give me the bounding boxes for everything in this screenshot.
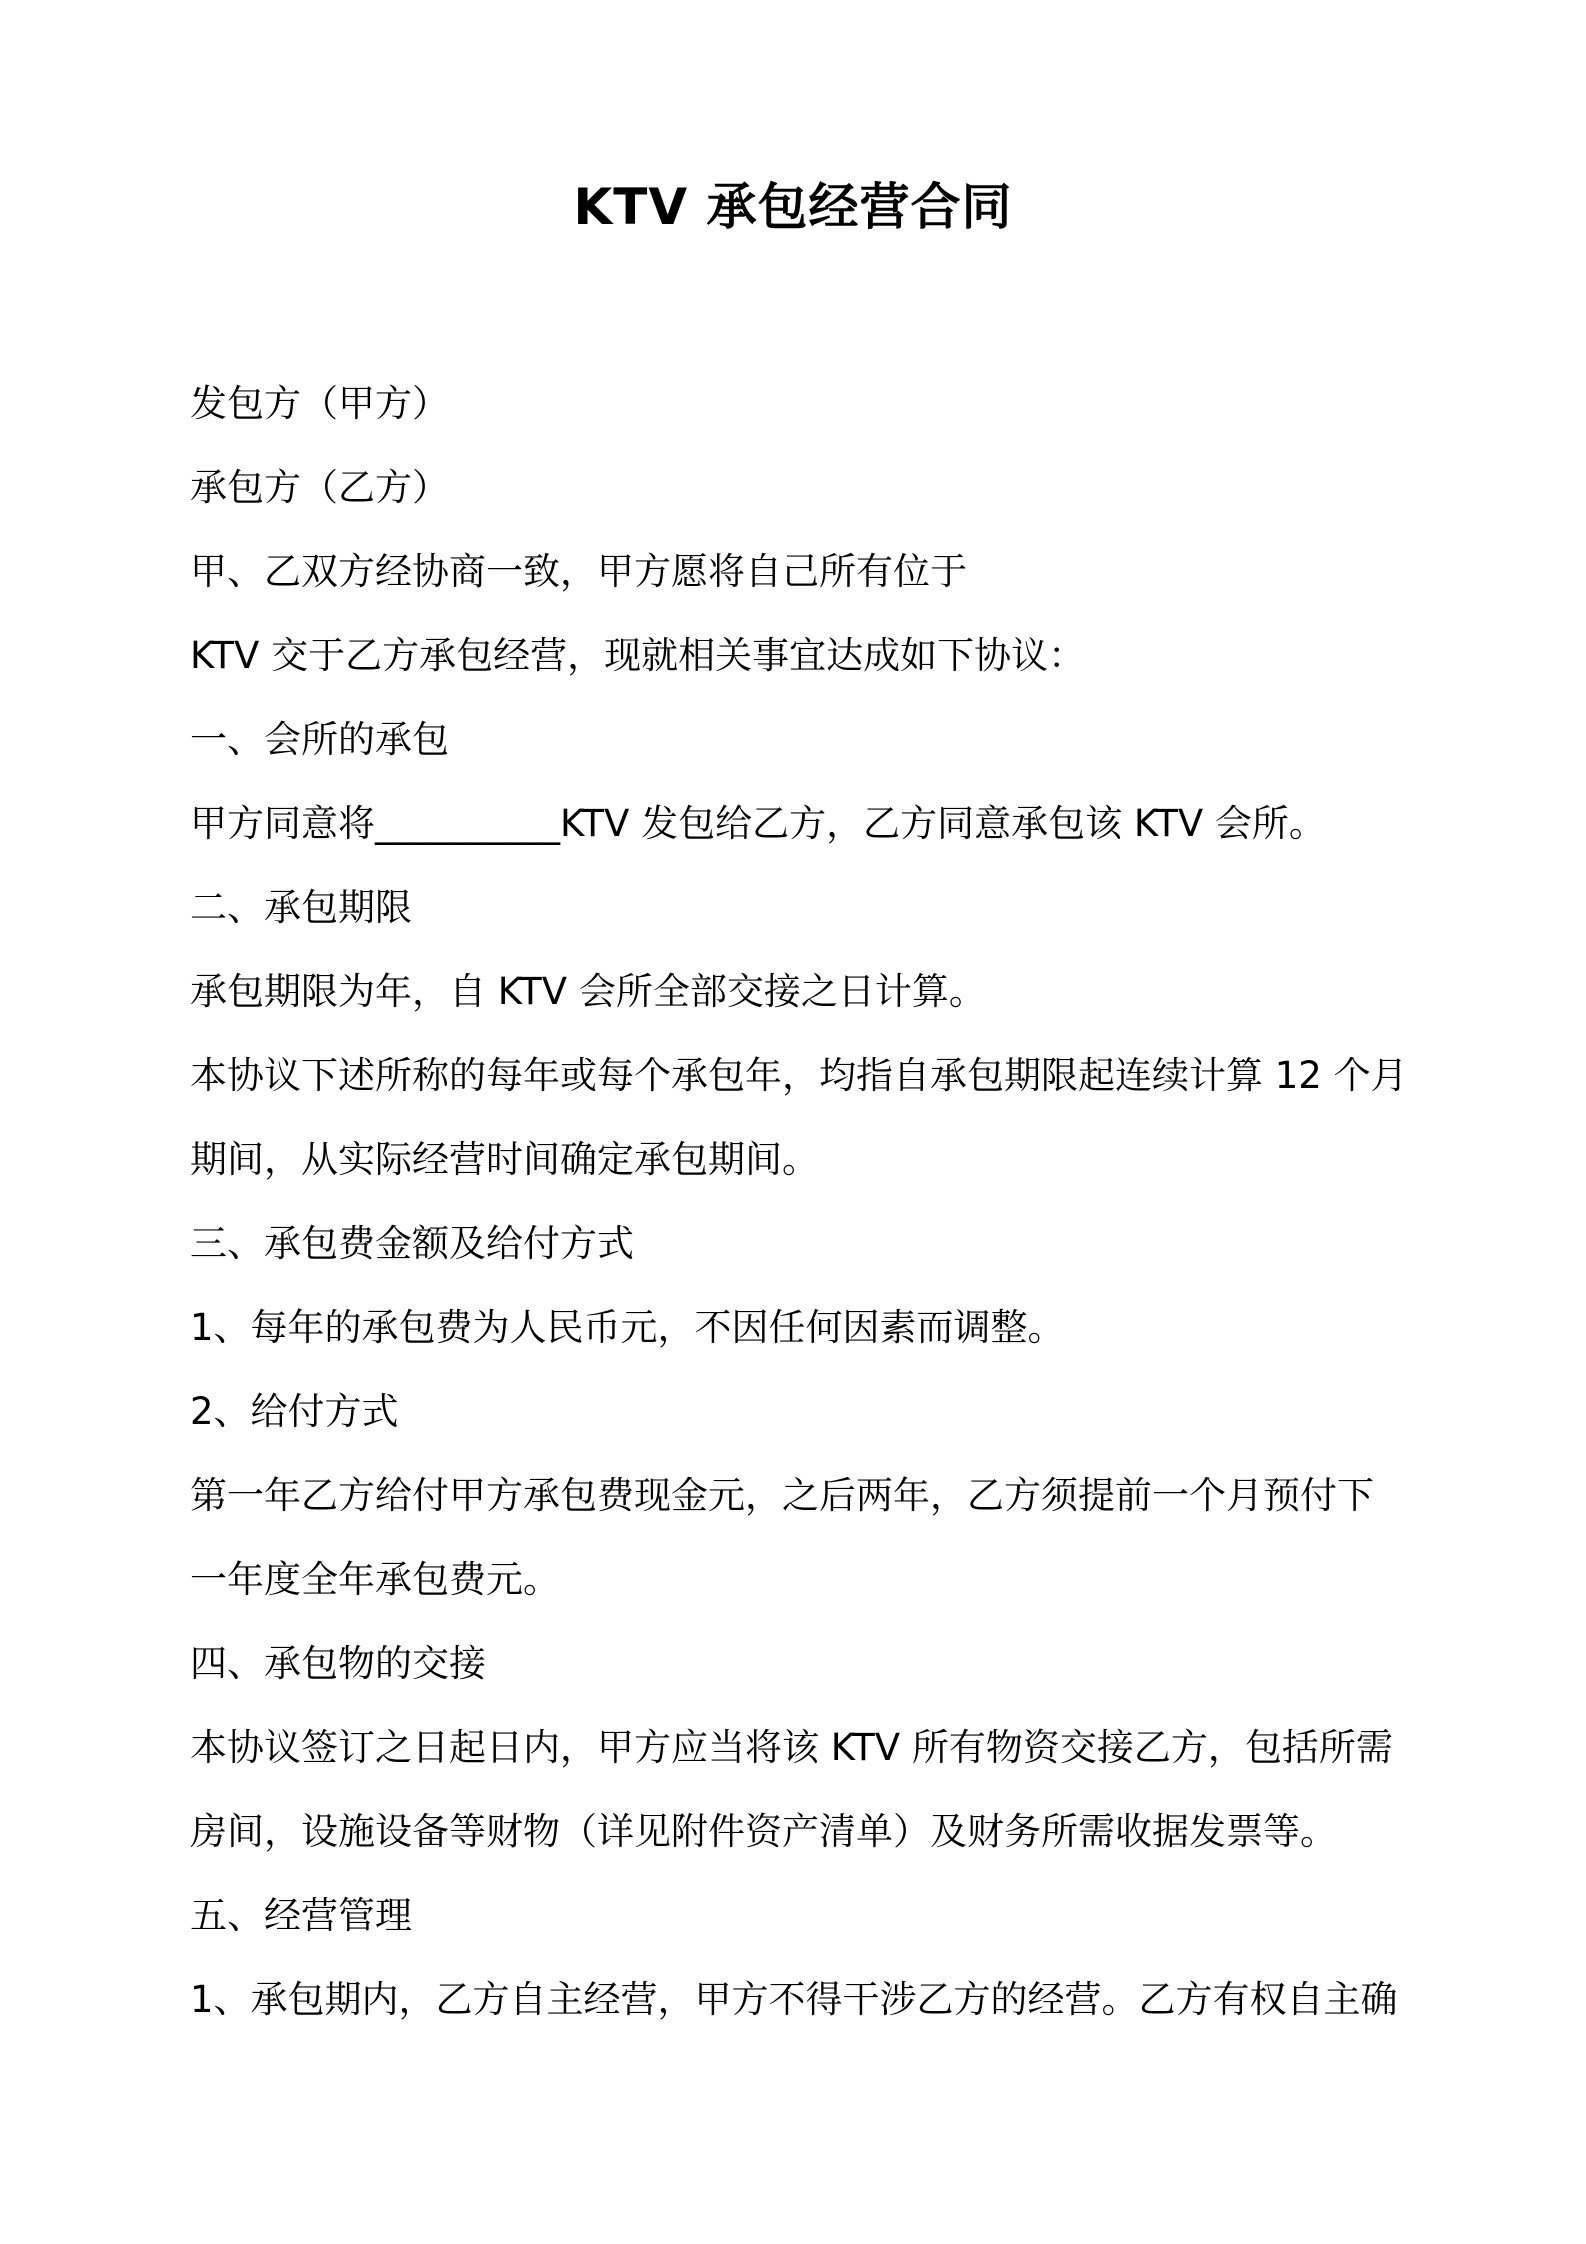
section-heading-2: 二、承包期限: [190, 886, 412, 929]
document-body: [190, 362, 1410, 2042]
section-heading-3: 三、承包费金额及给付方式: [190, 1222, 634, 1265]
paragraph-line: 甲方同意将__________KTV 发包给乙方，乙方同意承包该 KTV 会所。: [190, 802, 1326, 845]
paragraph-line: 本协议签订之日起日内，甲方应当将该 KTV 所有物资交接乙方，包括所需: [190, 1726, 1393, 1769]
document-title: KTV 承包经营合同: [573, 178, 1013, 236]
paragraph-line: 房间，设施设备等财物（详见附件资产清单）及财务所需收据发票等。: [190, 1810, 1337, 1853]
party-a-line: 发包方（甲方）: [190, 382, 449, 425]
paragraph-line: 一年度全年承包费元。: [190, 1558, 560, 1601]
paragraph-line: 承包期限为年，自 KTV 会所全部交接之日计算。: [190, 970, 986, 1013]
paragraph-line: 本协议下述所称的每年或每个承包年，均指自承包期限起连续计算 12 个月: [190, 1054, 1408, 1097]
party-b-line: 承包方（乙方）: [190, 466, 449, 509]
paragraph-line: 1、承包期内，乙方自主经营，甲方不得干涉乙方的经营。乙方有权自主确: [190, 1978, 1398, 2021]
section-heading-4: 四、承包物的交接: [190, 1642, 486, 1685]
paragraph-line: 2、给付方式: [190, 1390, 399, 1433]
section-heading-5: 五、经营管理: [190, 1894, 412, 1937]
paragraph-line: KTV 交于乙方承包经营，现就相关事宜达成如下协议：: [190, 634, 1086, 677]
section-heading-1: 一、会所的承包: [190, 718, 449, 761]
paragraph-line: 第一年乙方给付甲方承包费现金元，之后两年，乙方须提前一个月预付下: [190, 1474, 1374, 1517]
paragraph-line: 1、每年的承包费为人民币元，不因任何因素而调整。: [190, 1306, 1065, 1349]
paragraph-line: 期间，从实际经营时间确定承包期间。: [190, 1138, 819, 1181]
paragraph-line: 甲、乙双方经协商一致，甲方愿将自己所有位于: [190, 550, 967, 593]
